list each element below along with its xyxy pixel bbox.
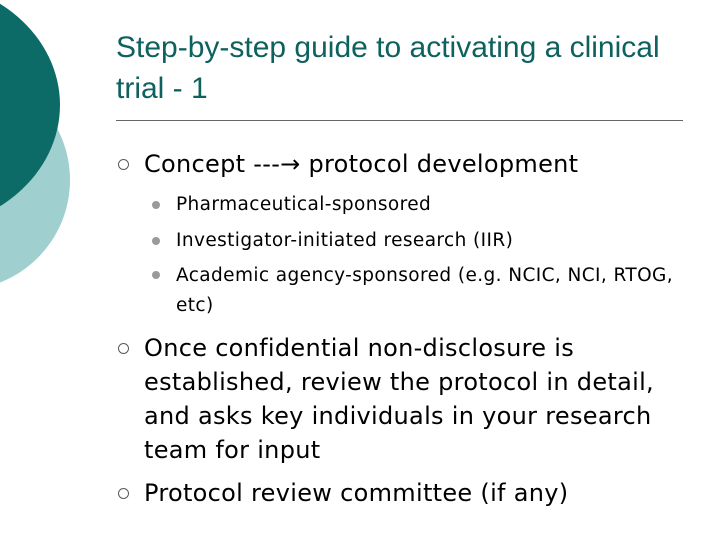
title-divider: [116, 120, 683, 121]
sub-bullet-text: Academic agency-sponsored (e.g. NCIC, NCI, RTOG, etc): [176, 265, 674, 316]
bullet-text: Concept ---→ protocol development: [144, 150, 579, 178]
hollow-bullet-icon: [118, 488, 129, 499]
dot-bullet-icon: [152, 271, 160, 279]
sub-bullet-text: Pharmaceutical-sponsored: [176, 194, 432, 215]
dot-bullet-icon: [152, 201, 160, 209]
bullet-text: Protocol review committee (if any): [144, 479, 569, 507]
hollow-bullet-icon: [118, 343, 129, 354]
hollow-bullet-icon: [118, 159, 129, 170]
dot-bullet-icon: [152, 237, 160, 245]
sub-bullet-text: Investigator-initiated research (IIR): [176, 230, 514, 251]
slide-title: Step-by-step guide to activating a clinical trial - 1: [116, 31, 660, 105]
bullet-text: Once confidential non-disclosure is established, review the protocol in detail, and asks key individuals in your research team for input: [144, 334, 654, 464]
